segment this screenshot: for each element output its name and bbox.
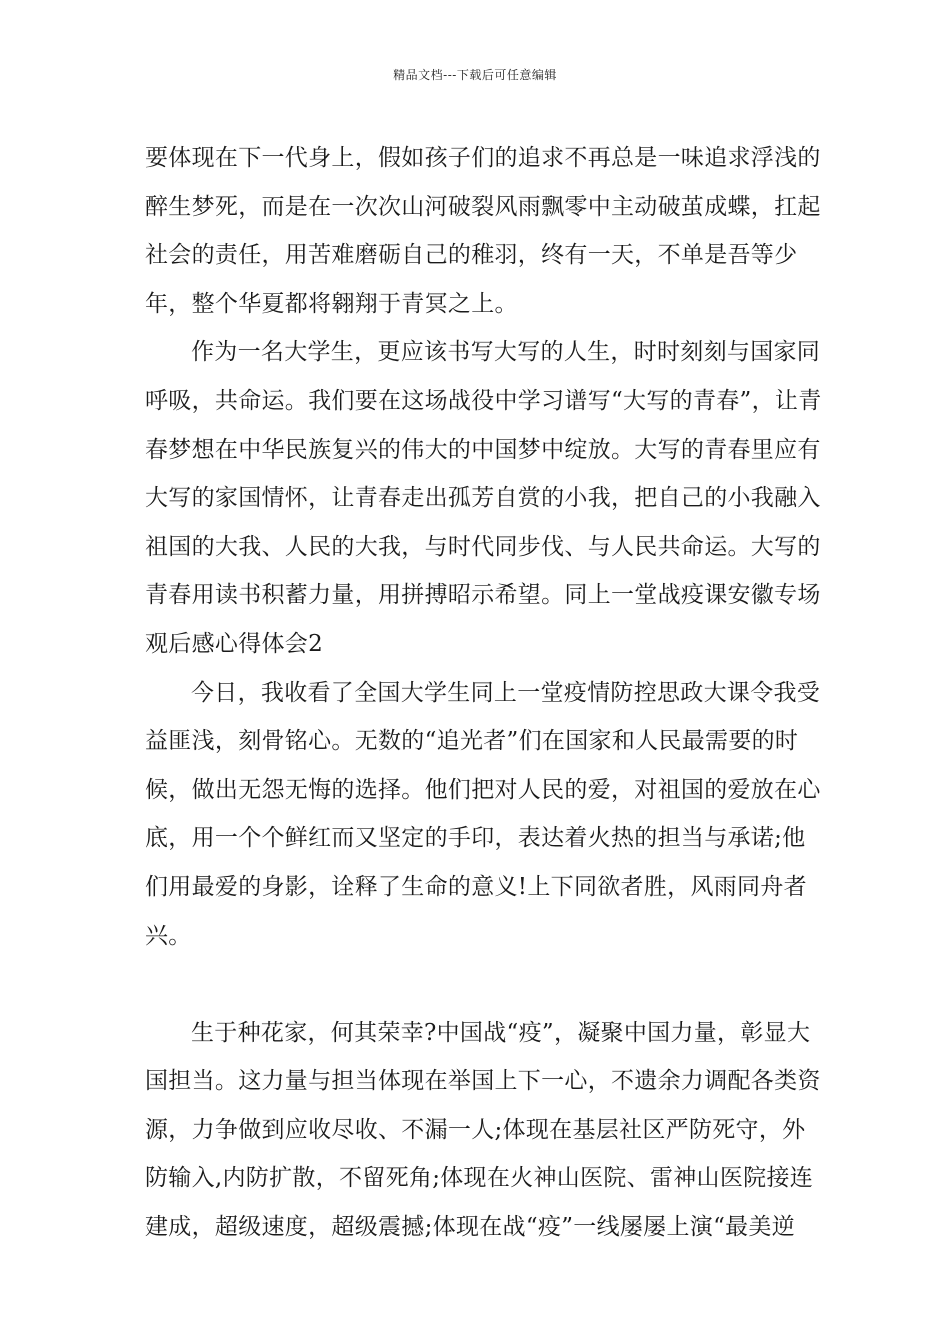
paragraph-gap <box>145 960 825 1009</box>
paragraph-3: 今日，我收看了全国大学生同上一堂疫情防控思政大课令我受益匪浅，刻骨铭心。无数的“追光者”们在国家和人民最需要的时候，做出无怨无悔的选择。他们把对人民的爱，对祖国的爱放在心底，用一个个鲜红而又坚定的手印，表达着火热的担当与承诺;他们用最爱的身影，诠释了生命的意义!上下同欲者胜，风雨同舟者兴。 <box>145 679 821 949</box>
paragraph-2: 作为一名大学生，更应该书写大写的人生，时时刻刻与国家同呼吸，共命运。我们要在这场战役中学习谱写“大写的青春”，让青春梦想在中华民族复兴的伟大的中国梦中绽放。大写的青春里应有大写的家国情怀，让青春走出孤芳自赏的小我，把自己的小我融入祖国的大我、人民的大我，与时代同步伐、与人民共命运。大写的青春用读书积蓄力量，用拼搏昭示希望。同上一堂战疫课安徽专场观后感心得体会2 <box>145 339 822 657</box>
page-header: 精品文档---下载后可任意编辑 <box>393 68 557 82</box>
paragraph-1: 要体现在下一代身上，假如孩子们的追求不再总是一味追求浮浅的醉生梦死，而是在一次次山河破裂风雨飘零中主动破茧成蝶，扛起社会的责任，用苦难磨砺自己的稚羽，终有一天，不单是吾等少年，整个华夏都将翱翔于青冥之上。 <box>145 145 821 317</box>
document-body <box>145 134 825 1252</box>
paragraph-4: 生于种花家，何其荣幸?中国战“疫”，凝聚中国力量，彰显大国担当。这力量与担当体现在举国上下一心，不遗余力调配各类资源，力争做到应收尽收、不漏一人;体现在基层社区严防死守，外防输入,内防扩散，不留死角;体现在火神山医院、雷神山医院接连建成，超级速度，超级震撼;体现在战“疫”一线屡屡上演“最美逆 <box>145 1019 821 1241</box>
